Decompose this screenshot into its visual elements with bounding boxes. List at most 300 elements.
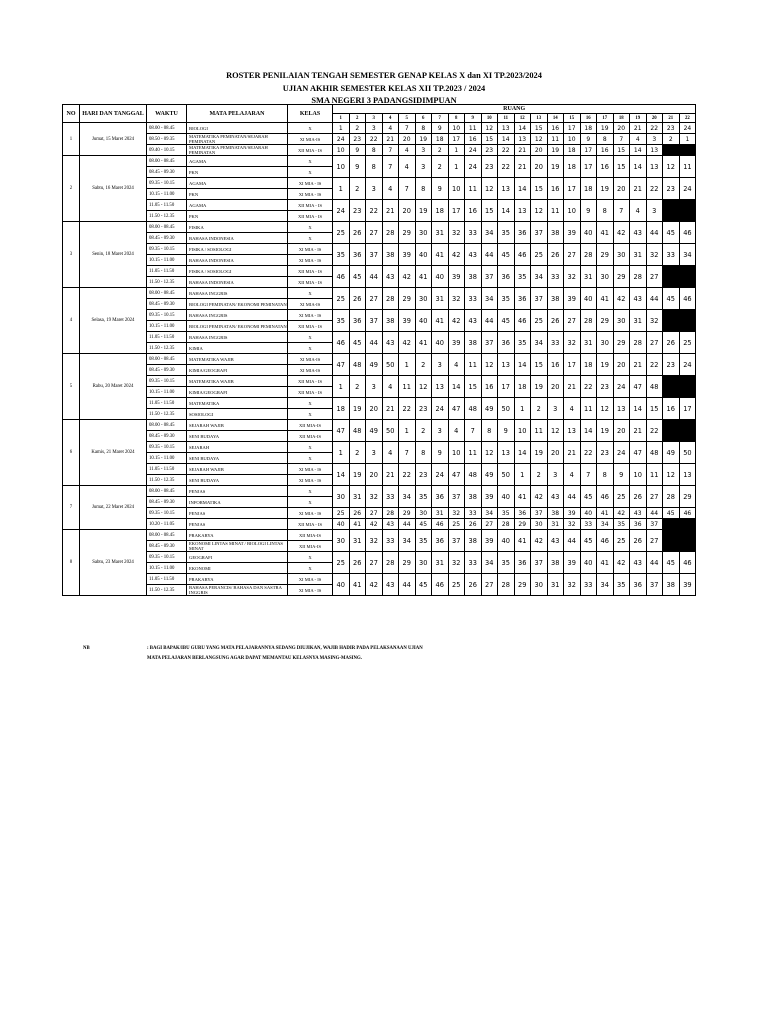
room-cell: 39 xyxy=(448,266,465,288)
day-number: 5 xyxy=(63,354,80,420)
day-date: Rabu, 20 Maret 2024 xyxy=(80,354,147,420)
room-cell: 2 xyxy=(663,134,680,145)
exam-subject: BIOLOGI xyxy=(187,123,288,134)
schedule-row xyxy=(63,145,696,156)
exam-class: XII MIA - IS xyxy=(288,211,333,222)
schedule-row xyxy=(63,530,696,541)
room-cell: 8 xyxy=(415,442,432,464)
room-cell: 22 xyxy=(366,134,383,145)
room-cell: 36 xyxy=(498,266,515,288)
room-cell: 19 xyxy=(349,464,366,486)
room-cell: 4 xyxy=(382,442,399,464)
room-cell: 27 xyxy=(646,332,663,354)
room-cell: 41 xyxy=(349,519,366,530)
room-cell: 39 xyxy=(564,288,581,310)
room-cell: 46 xyxy=(432,519,449,530)
room-cell: 29 xyxy=(399,288,416,310)
room-cell: 50 xyxy=(498,398,515,420)
exam-subject: FISIKA / SOSIOLOGI xyxy=(187,266,288,277)
room-cell: 29 xyxy=(514,519,531,530)
exam-time: 11.05 - 11.50 xyxy=(147,574,187,585)
room-cell: 19 xyxy=(597,178,614,200)
room-number-header: 3 xyxy=(366,114,383,123)
room-cell: 42 xyxy=(531,486,548,508)
room-cell: 44 xyxy=(481,244,498,266)
exam-time: 08.45 - 09.30 xyxy=(147,233,187,244)
room-cell: 22 xyxy=(399,464,416,486)
exam-time: 08.45 - 09.30 xyxy=(147,167,187,178)
room-cell: 10 xyxy=(333,145,350,156)
room-cell: 46 xyxy=(679,552,696,574)
room-cell: 32 xyxy=(366,486,383,508)
room-cell: 30 xyxy=(415,288,432,310)
room-cell: 30 xyxy=(613,244,630,266)
exam-subject: BAHASA INDONESIA xyxy=(187,277,288,288)
room-cell: 34 xyxy=(481,288,498,310)
exam-time: 11.05 - 11.50 xyxy=(147,464,187,475)
schedule-row xyxy=(63,200,696,211)
exam-class: XII MIA-IS xyxy=(288,431,333,442)
room-cell: 41 xyxy=(597,288,614,310)
exam-time: 10.15 - 11.00 xyxy=(147,189,187,200)
schedule-row xyxy=(63,266,696,277)
room-cell: 19 xyxy=(547,156,564,178)
room-cell: 11 xyxy=(531,420,548,442)
room-number-header: 2 xyxy=(349,114,366,123)
exam-time: 08.45 - 09.30 xyxy=(147,431,187,442)
room-cell: 33 xyxy=(663,244,680,266)
exam-subject: PRAKARYA xyxy=(187,530,288,541)
exam-class: XII MIA-IS xyxy=(288,530,333,541)
room-cell: 38 xyxy=(547,288,564,310)
room-cell: 22 xyxy=(646,178,663,200)
room-cell: 25 xyxy=(448,574,465,596)
room-cell: 38 xyxy=(547,508,564,519)
room-cell: 7 xyxy=(580,464,597,486)
room-cell: 12 xyxy=(597,398,614,420)
room-cell: 18 xyxy=(432,134,449,145)
room-cell: 36 xyxy=(514,288,531,310)
room-cell: 35 xyxy=(498,288,515,310)
room-cell: 20 xyxy=(531,156,548,178)
room-cell-empty xyxy=(679,310,696,332)
room-cell: 40 xyxy=(432,332,449,354)
room-cell: 13 xyxy=(514,134,531,145)
day-date: Sabtu, 23 Maret 2024 xyxy=(80,530,147,596)
room-cell: 41 xyxy=(514,486,531,508)
room-cell: 48 xyxy=(349,420,366,442)
room-cell: 29 xyxy=(597,310,614,332)
room-cell: 28 xyxy=(382,552,399,574)
exam-class: XI MIA - IS xyxy=(288,178,333,189)
room-cell: 44 xyxy=(646,222,663,244)
room-cell-empty xyxy=(663,145,680,156)
room-cell: 35 xyxy=(514,332,531,354)
exam-subject: BAHASA INDONESIA xyxy=(187,255,288,266)
note-line-1: : BAGI BAPAK/IBU GURU YANG MATA PELAJARANNYA SEDANG DIUJIKAN, WAJIB HADIR PADA PELAKSANAAN UJIAN xyxy=(147,646,423,651)
room-cell: 14 xyxy=(514,178,531,200)
day-date: Jumat, 15 Maret 2024 xyxy=(80,123,147,156)
room-cell: 40 xyxy=(432,266,449,288)
room-cell: 10 xyxy=(448,442,465,464)
exam-subject: BIOLOGI PEMINATAN/ EKONOMI PEMINATAN xyxy=(187,321,288,332)
day-date: Sabtu, 16 Maret 2024 xyxy=(80,156,147,222)
room-cell: 18 xyxy=(580,354,597,376)
header-hari: HARI DAN TANGGAL xyxy=(80,105,147,123)
room-cell: 7 xyxy=(399,178,416,200)
room-cell: 41 xyxy=(597,222,614,244)
schedule-row xyxy=(63,310,696,321)
room-cell: 28 xyxy=(382,288,399,310)
room-cell: 3 xyxy=(432,420,449,442)
room-cell: 34 xyxy=(481,552,498,574)
room-cell: 13 xyxy=(564,420,581,442)
room-cell: 3 xyxy=(366,376,383,398)
room-cell: 12 xyxy=(481,442,498,464)
room-cell: 30 xyxy=(597,266,614,288)
schedule-row xyxy=(63,156,696,167)
exam-time: 09.35 - 10.15 xyxy=(147,508,187,519)
room-cell: 25 xyxy=(531,244,548,266)
room-cell: 26 xyxy=(349,288,366,310)
room-cell: 17 xyxy=(498,376,515,398)
room-cell: 26 xyxy=(465,574,482,596)
exam-subject: BAHASA INGGRIS xyxy=(187,332,288,343)
room-cell: 23 xyxy=(415,398,432,420)
room-cell: 33 xyxy=(547,332,564,354)
room-cell: 24 xyxy=(613,442,630,464)
exam-class: X xyxy=(288,288,333,299)
room-cell: 13 xyxy=(498,123,515,134)
room-cell: 30 xyxy=(415,222,432,244)
room-cell: 21 xyxy=(630,178,647,200)
room-number-header: 15 xyxy=(564,114,581,123)
room-cell: 16 xyxy=(465,200,482,222)
exam-class: X xyxy=(288,123,333,134)
room-number-header: 21 xyxy=(663,114,680,123)
room-cell: 8 xyxy=(597,464,614,486)
room-cell: 27 xyxy=(564,310,581,332)
room-cell: 4 xyxy=(382,178,399,200)
room-cell-empty xyxy=(663,376,680,398)
room-cell: 25 xyxy=(333,288,350,310)
room-cell-empty xyxy=(679,530,696,552)
room-cell: 32 xyxy=(448,552,465,574)
room-cell: 21 xyxy=(382,200,399,222)
exam-time: 09.35 - 10.15 xyxy=(147,310,187,321)
room-cell: 14 xyxy=(580,420,597,442)
room-cell: 30 xyxy=(531,574,548,596)
room-cell: 33 xyxy=(382,486,399,508)
room-cell: 44 xyxy=(564,486,581,508)
exam-time: 08.00 - 08.45 xyxy=(147,354,187,365)
room-cell: 43 xyxy=(547,486,564,508)
exam-class: XII MIA - IS xyxy=(288,387,333,398)
room-cell: 36 xyxy=(514,552,531,574)
day-date: Selasa, 19 Maret 2024 xyxy=(80,288,147,354)
room-cell: 17 xyxy=(448,134,465,145)
exam-subject: MATEMATIKA PEMINATAN/SEJARAH PEMINATAN xyxy=(187,134,288,145)
room-cell: 44 xyxy=(366,266,383,288)
room-number-header: 13 xyxy=(531,114,548,123)
room-cell: 24 xyxy=(432,398,449,420)
room-cell: 4 xyxy=(399,156,416,178)
room-cell: 46 xyxy=(333,266,350,288)
room-cell: 27 xyxy=(481,519,498,530)
room-cell: 24 xyxy=(613,376,630,398)
room-cell: 2 xyxy=(432,156,449,178)
exam-class: XI MIA - IS xyxy=(288,255,333,266)
room-cell: 20 xyxy=(399,134,416,145)
room-cell: 27 xyxy=(366,508,383,519)
exam-class: XII MIA - IS xyxy=(288,376,333,387)
room-cell: 39 xyxy=(679,574,696,596)
room-number-header: 12 xyxy=(514,114,531,123)
room-cell: 27 xyxy=(646,486,663,508)
room-cell: 40 xyxy=(498,486,515,508)
room-cell: 37 xyxy=(531,288,548,310)
room-cell: 42 xyxy=(448,244,465,266)
room-cell: 1 xyxy=(448,145,465,156)
room-cell: 4 xyxy=(448,420,465,442)
room-cell: 17 xyxy=(448,200,465,222)
room-cell: 12 xyxy=(481,123,498,134)
room-cell: 20 xyxy=(366,398,383,420)
room-cell: 38 xyxy=(465,530,482,552)
room-cell: 14 xyxy=(514,442,531,464)
exam-time: 10.15 - 11.00 xyxy=(147,563,187,574)
exam-class: XI MIA - IS xyxy=(288,475,333,486)
room-cell: 11 xyxy=(465,178,482,200)
room-cell: 42 xyxy=(613,222,630,244)
room-cell: 22 xyxy=(498,156,515,178)
room-cell: 15 xyxy=(481,134,498,145)
exam-class: XII MIA - IS xyxy=(288,145,333,156)
room-cell: 16 xyxy=(597,145,614,156)
room-cell: 20 xyxy=(613,178,630,200)
exam-subject: PKN xyxy=(187,167,288,178)
day-date: Kamis, 21 Maret 2024 xyxy=(80,420,147,486)
schedule-row xyxy=(63,376,696,387)
room-cell: 17 xyxy=(580,156,597,178)
room-cell: 31 xyxy=(630,310,647,332)
room-cell: 35 xyxy=(514,266,531,288)
exam-time: 10.15 - 11.00 xyxy=(147,387,187,398)
room-cell: 25 xyxy=(679,332,696,354)
exam-subject: PKN xyxy=(187,211,288,222)
room-cell: 45 xyxy=(349,332,366,354)
exam-time: 10.20 - 11.05 xyxy=(147,519,187,530)
exam-time: 09.40 - 10.15 xyxy=(147,145,187,156)
exam-schedule-table xyxy=(62,104,696,596)
room-cell: 27 xyxy=(481,574,498,596)
room-cell: 32 xyxy=(564,519,581,530)
room-cell: 50 xyxy=(498,464,515,486)
room-cell: 41 xyxy=(597,552,614,574)
room-cell: 13 xyxy=(432,376,449,398)
room-cell: 20 xyxy=(547,376,564,398)
room-cell: 39 xyxy=(564,222,581,244)
room-cell: 23 xyxy=(663,178,680,200)
room-cell: 37 xyxy=(531,222,548,244)
room-cell: 42 xyxy=(366,574,383,596)
room-cell: 46 xyxy=(679,222,696,244)
room-cell: 17 xyxy=(564,123,581,134)
day-number: 4 xyxy=(63,288,80,354)
room-cell: 18 xyxy=(514,376,531,398)
room-cell: 16 xyxy=(481,376,498,398)
room-cell: 43 xyxy=(382,574,399,596)
room-cell: 22 xyxy=(580,442,597,464)
room-cell: 4 xyxy=(448,354,465,376)
schedule-row xyxy=(63,222,696,233)
room-cell: 21 xyxy=(630,354,647,376)
room-cell: 3 xyxy=(432,354,449,376)
room-cell: 7 xyxy=(399,442,416,464)
room-cell: 25 xyxy=(613,530,630,552)
room-cell: 34 xyxy=(531,332,548,354)
day-number: 2 xyxy=(63,156,80,222)
exam-time: 11.50 - 12.35 xyxy=(147,277,187,288)
exam-subject: EKONOMI xyxy=(187,563,288,574)
room-cell: 30 xyxy=(531,519,548,530)
room-cell: 11 xyxy=(646,464,663,486)
schedule-row xyxy=(63,486,696,497)
exam-time: 11.50 - 12.35 xyxy=(147,409,187,420)
day-number: 1 xyxy=(63,123,80,156)
room-cell: 49 xyxy=(481,464,498,486)
room-cell: 12 xyxy=(663,464,680,486)
room-cell: 10 xyxy=(630,464,647,486)
exam-subject: PKN xyxy=(187,189,288,200)
room-cell: 44 xyxy=(366,332,383,354)
room-cell: 27 xyxy=(646,530,663,552)
room-cell: 18 xyxy=(564,145,581,156)
room-cell: 45 xyxy=(349,266,366,288)
exam-subject: SEJARAH WAJIB xyxy=(187,420,288,431)
room-cell: 32 xyxy=(564,332,581,354)
room-cell: 41 xyxy=(415,266,432,288)
room-cell: 39 xyxy=(399,310,416,332)
room-cell: 12 xyxy=(663,156,680,178)
room-cell: 42 xyxy=(613,552,630,574)
room-cell: 2 xyxy=(432,145,449,156)
exam-time: 09.35 - 10.15 xyxy=(147,442,187,453)
exam-subject: AGAMA xyxy=(187,200,288,211)
room-cell: 11 xyxy=(465,354,482,376)
room-cell: 28 xyxy=(382,222,399,244)
room-cell: 43 xyxy=(630,222,647,244)
room-cell: 23 xyxy=(663,123,680,134)
room-cell-empty xyxy=(663,200,680,222)
exam-subject: BAHASA INDONESIA xyxy=(187,233,288,244)
room-cell: 19 xyxy=(597,420,614,442)
exam-class: XI MIA - IS xyxy=(288,508,333,519)
room-cell: 22 xyxy=(646,123,663,134)
room-cell: 25 xyxy=(448,519,465,530)
room-cell: 38 xyxy=(547,222,564,244)
room-cell: 37 xyxy=(646,574,663,596)
room-cell: 1 xyxy=(333,178,350,200)
exam-subject: AGAMA xyxy=(187,156,288,167)
room-cell: 42 xyxy=(531,530,548,552)
room-cell: 33 xyxy=(465,222,482,244)
room-cell: 46 xyxy=(679,288,696,310)
room-cell: 16 xyxy=(547,123,564,134)
note-label: NB xyxy=(83,646,90,651)
room-cell: 40 xyxy=(333,574,350,596)
exam-class: XII MIA - IS xyxy=(288,321,333,332)
room-cell: 33 xyxy=(580,519,597,530)
room-cell: 20 xyxy=(366,464,383,486)
room-cell: 23 xyxy=(481,156,498,178)
exam-time: 08.00 - 08.45 xyxy=(147,288,187,299)
exam-class: X xyxy=(288,343,333,354)
exam-class: XI MIA-IS xyxy=(288,134,333,145)
header-no: NO xyxy=(63,105,80,123)
room-number-header: 1 xyxy=(333,114,350,123)
exam-subject: AGAMA xyxy=(187,178,288,189)
room-cell: 2 xyxy=(415,354,432,376)
room-number-header: 9 xyxy=(465,114,482,123)
room-cell: 3 xyxy=(547,464,564,486)
room-cell: 45 xyxy=(415,574,432,596)
room-cell: 31 xyxy=(547,519,564,530)
room-cell: 12 xyxy=(481,354,498,376)
room-cell: 15 xyxy=(465,376,482,398)
room-cell: 25 xyxy=(531,310,548,332)
room-cell-empty xyxy=(663,519,680,530)
room-cell: 10 xyxy=(448,178,465,200)
room-cell: 21 xyxy=(382,134,399,145)
day-number: 8 xyxy=(63,530,80,596)
room-cell: 17 xyxy=(564,354,581,376)
room-number-header: 16 xyxy=(580,114,597,123)
room-cell: 11 xyxy=(465,123,482,134)
room-cell: 13 xyxy=(498,442,515,464)
room-cell: 20 xyxy=(613,123,630,134)
room-cell: 19 xyxy=(415,200,432,222)
exam-subject: SENI BUDAYA xyxy=(187,453,288,464)
exam-class: XI MIA - IS xyxy=(288,574,333,585)
room-number-header: 5 xyxy=(399,114,416,123)
room-cell: 21 xyxy=(630,420,647,442)
room-cell: 16 xyxy=(547,178,564,200)
exam-class: XI MIA-IS xyxy=(288,354,333,365)
room-cell: 32 xyxy=(448,288,465,310)
room-cell: 15 xyxy=(531,178,548,200)
room-cell: 18 xyxy=(333,398,350,420)
room-cell: 31 xyxy=(580,266,597,288)
room-cell: 32 xyxy=(646,244,663,266)
room-cell: 50 xyxy=(382,420,399,442)
room-cell: 8 xyxy=(366,145,383,156)
room-cell: 15 xyxy=(481,200,498,222)
room-cell: 25 xyxy=(613,486,630,508)
room-cell: 9 xyxy=(349,156,366,178)
room-cell: 46 xyxy=(514,310,531,332)
room-cell-empty xyxy=(663,266,680,288)
room-cell: 32 xyxy=(448,508,465,519)
room-cell: 23 xyxy=(481,145,498,156)
room-cell: 28 xyxy=(382,508,399,519)
exam-subject: SOSIOLOGI xyxy=(187,409,288,420)
room-cell: 37 xyxy=(531,508,548,519)
room-cell: 31 xyxy=(432,508,449,519)
room-cell: 24 xyxy=(432,464,449,486)
room-cell: 7 xyxy=(613,134,630,145)
room-cell: 30 xyxy=(613,310,630,332)
